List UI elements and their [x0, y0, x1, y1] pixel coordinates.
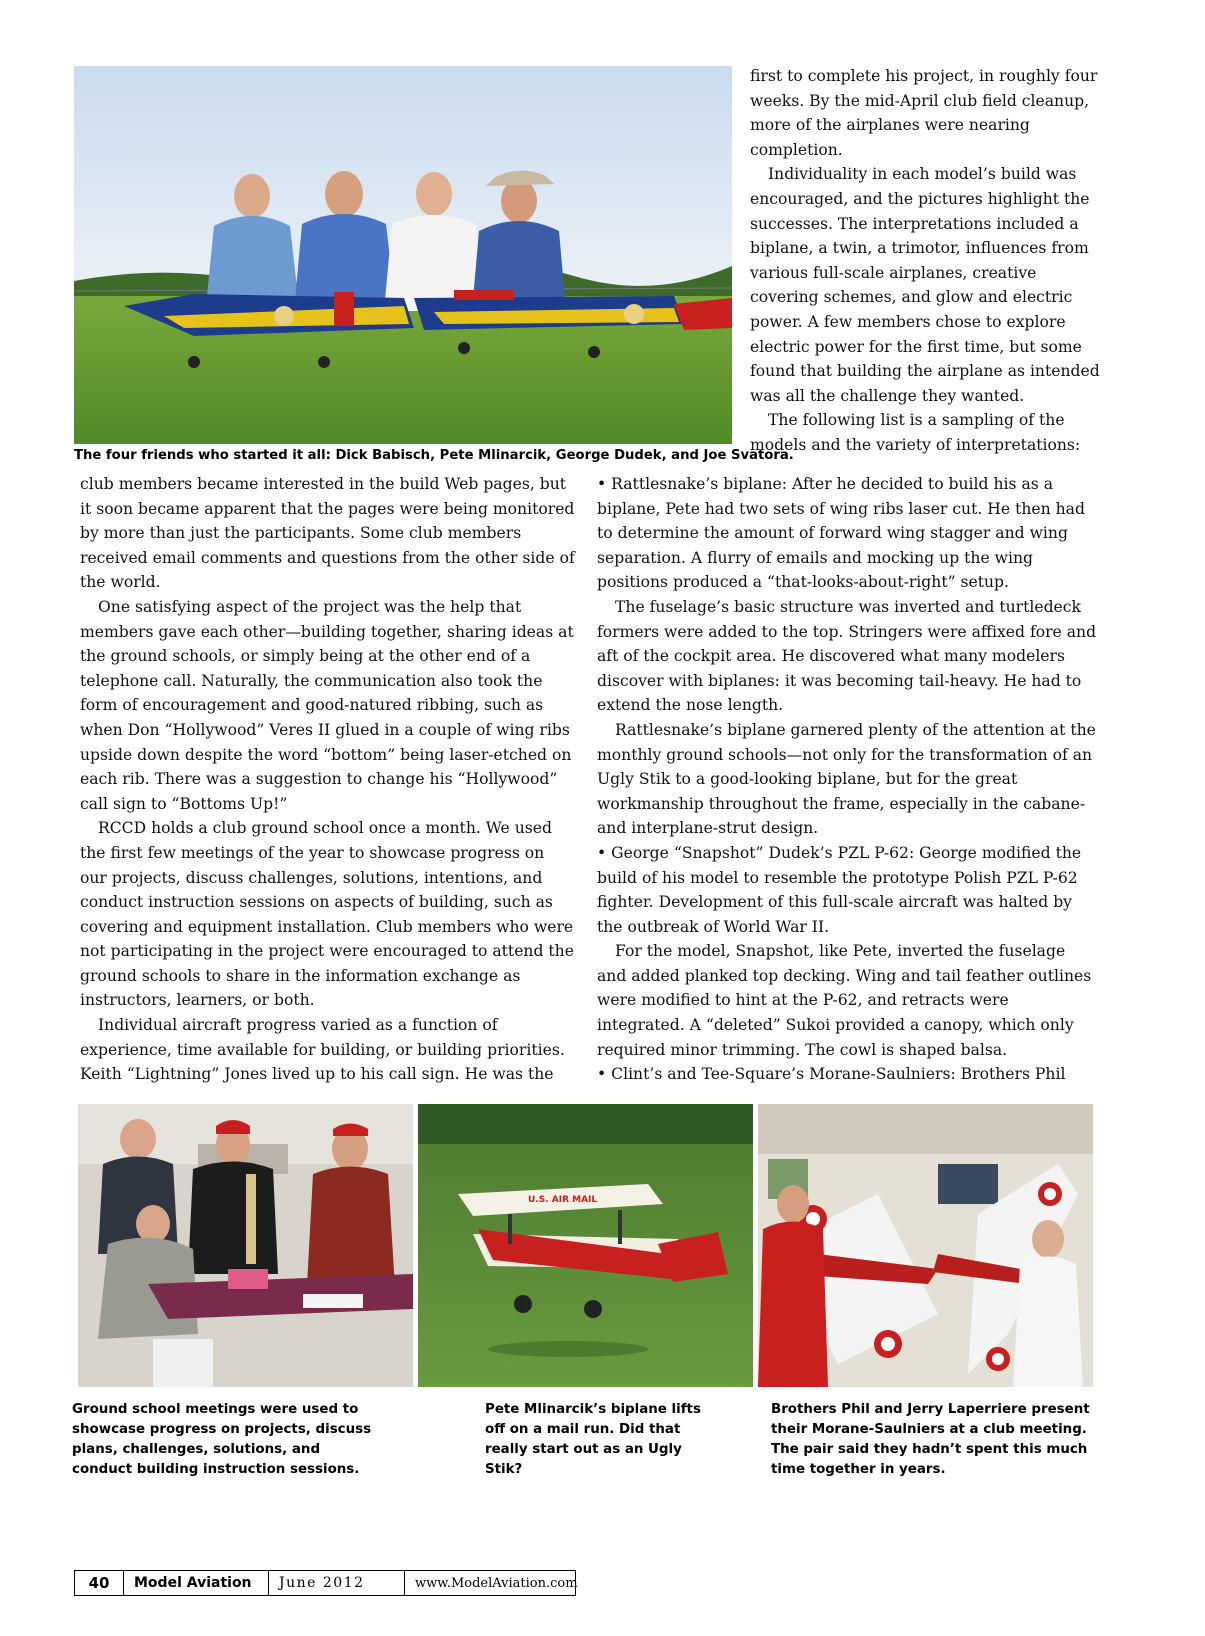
issue-date: June 2012 [269, 1571, 405, 1595]
paragraph: RCCD holds a club ground school once a month. We used the first few meetings of the year to showcase progress on our projects, discuss challenges, solutions, intentions, and conduct instruction sessions on aspects of building, such as covering and equipment installation. Club members who were not participating in the project were encouraged to attend the ground schools to share in the information exchange as instructors, learners, or both. [80, 819, 574, 1010]
paragraph: • Clint’s and Tee-Square’s Morane-Saulniers: Brothers Phil [597, 1065, 1066, 1084]
bottom-right-caption: Brothers Phil and Jerry Laperriere present their Morane-Saulniers at a club meeting. The pair said they hadn’t spent this much time together in years. [771, 1402, 1090, 1477]
column-right-top [750, 64, 1102, 458]
bottom-left-caption: Ground school meetings were used to showcase progress on projects, discuss plans, challenges, solutions, and conduct building instruction sessions. [72, 1402, 372, 1477]
paragraph: first to complete his project, in roughly four weeks. By the mid-April club field cleanup, more of the airplanes were nearing completion. [750, 67, 1098, 159]
paragraph: The fuselage’s basic structure was inverted and turtledeck formers were added to the top. Stringers were affixed fore and aft of the cockpit area. He discovered what many modelers discover with biplanes: it was becoming tail-heavy. He had to extend the nose length. [597, 597, 1097, 715]
biplane-photo [418, 1104, 753, 1387]
four-friends-photo [74, 66, 732, 444]
paragraph: Individual aircraft progress varied as a function of experience, time available for building, or building priorities. Keith “Lightning” Jones lived up to his call sign. He was the [80, 1016, 565, 1084]
paragraph: For the model, Snapshot, like Pete, inverted the fuselage and added planked top decking. Wing and tail feather outlines were modified to hint at the P-62, and retracts were integrated. A “deleted” Sukoi provided a canopy, which only required minor trimming. The cowl is shaped balsa. [597, 942, 1092, 1059]
website-link[interactable]: www.ModelAviation.com [415, 1575, 578, 1591]
page-number: 40 [75, 1571, 124, 1595]
top-photo-caption: The four friends who started it all: Dick Babisch, Pete Mlinarcik, George Dudek, and Joe Svatora. [74, 448, 794, 463]
paragraph: Individuality in each model’s build was encouraged, and the pictures highlight the successes. The interpretations included a biplane, a twin, a trimotor, influences from various full-scale airplanes, creative covering schemes, and glow and electric power. A few members chose to explore electric power for the first time, but some found that building the airplane as intended was all the challenge they wanted. [750, 165, 1100, 405]
page-footer [74, 1570, 576, 1596]
paragraph: The following list is a sampling of the models and the variety of interpretations: [750, 411, 1081, 454]
column-middle [597, 472, 1097, 1087]
paragraph: club members became interested in the build Web pages, but it soon became apparent that the pages were being monitored by more than just the participants. Some club members received email comments and questions from the other side of the world. [80, 475, 575, 592]
paragraph: • Rattlesnake’s biplane: After he decided to build his as a biplane, Pete had two sets of wing ribs laser cut. He then had to determine the amount of forward wing stagger and wing separation. A flurry of emails and mocking up the wing positions produced a “that-looks-about-right” setup. [597, 475, 1085, 592]
paragraph: One satisfying aspect of the project was the help that members gave each other—building together, sharing ideas at the ground schools, or simply being at the other end of a telephone call. Naturally, the communication also took the form of encouragement and good-natured ribbing, such as when Don “Hollywood” Veres II glued in a couple of wing ribs upside down despite the word “bottom” being laser-etched on each rib. There was a suggestion to change his “Hollywood” call sign to “Bottoms Up!” [80, 597, 574, 813]
column-left [80, 472, 576, 1087]
plane-banner-text: U.S. AIR MAIL [528, 1195, 598, 1205]
morane-saulnier-photo [758, 1104, 1093, 1387]
paragraph: Rattlesnake’s biplane garnered plenty of the attention at the monthly ground schools—not only for the transformation of an Ugly Stik to a good-looking biplane, but for the great workmanship throughout the frame, especially in the cabane-and interplane-strut design. [597, 720, 1096, 838]
paragraph: • George “Snapshot” Dudek’s PZL P-62: George modified the build of his model to resemble the prototype Polish PZL P-62 fighter. Development of this full-scale aircraft was halted by the outbreak of World War II. [597, 843, 1082, 936]
bottom-middle-caption: Pete Mlinarcik’s biplane lifts off on a mail run. Did that really start out as an Ugly Stik? [485, 1402, 701, 1477]
ground-school-photo [78, 1104, 413, 1387]
magazine-name: Model Aviation [124, 1571, 269, 1595]
